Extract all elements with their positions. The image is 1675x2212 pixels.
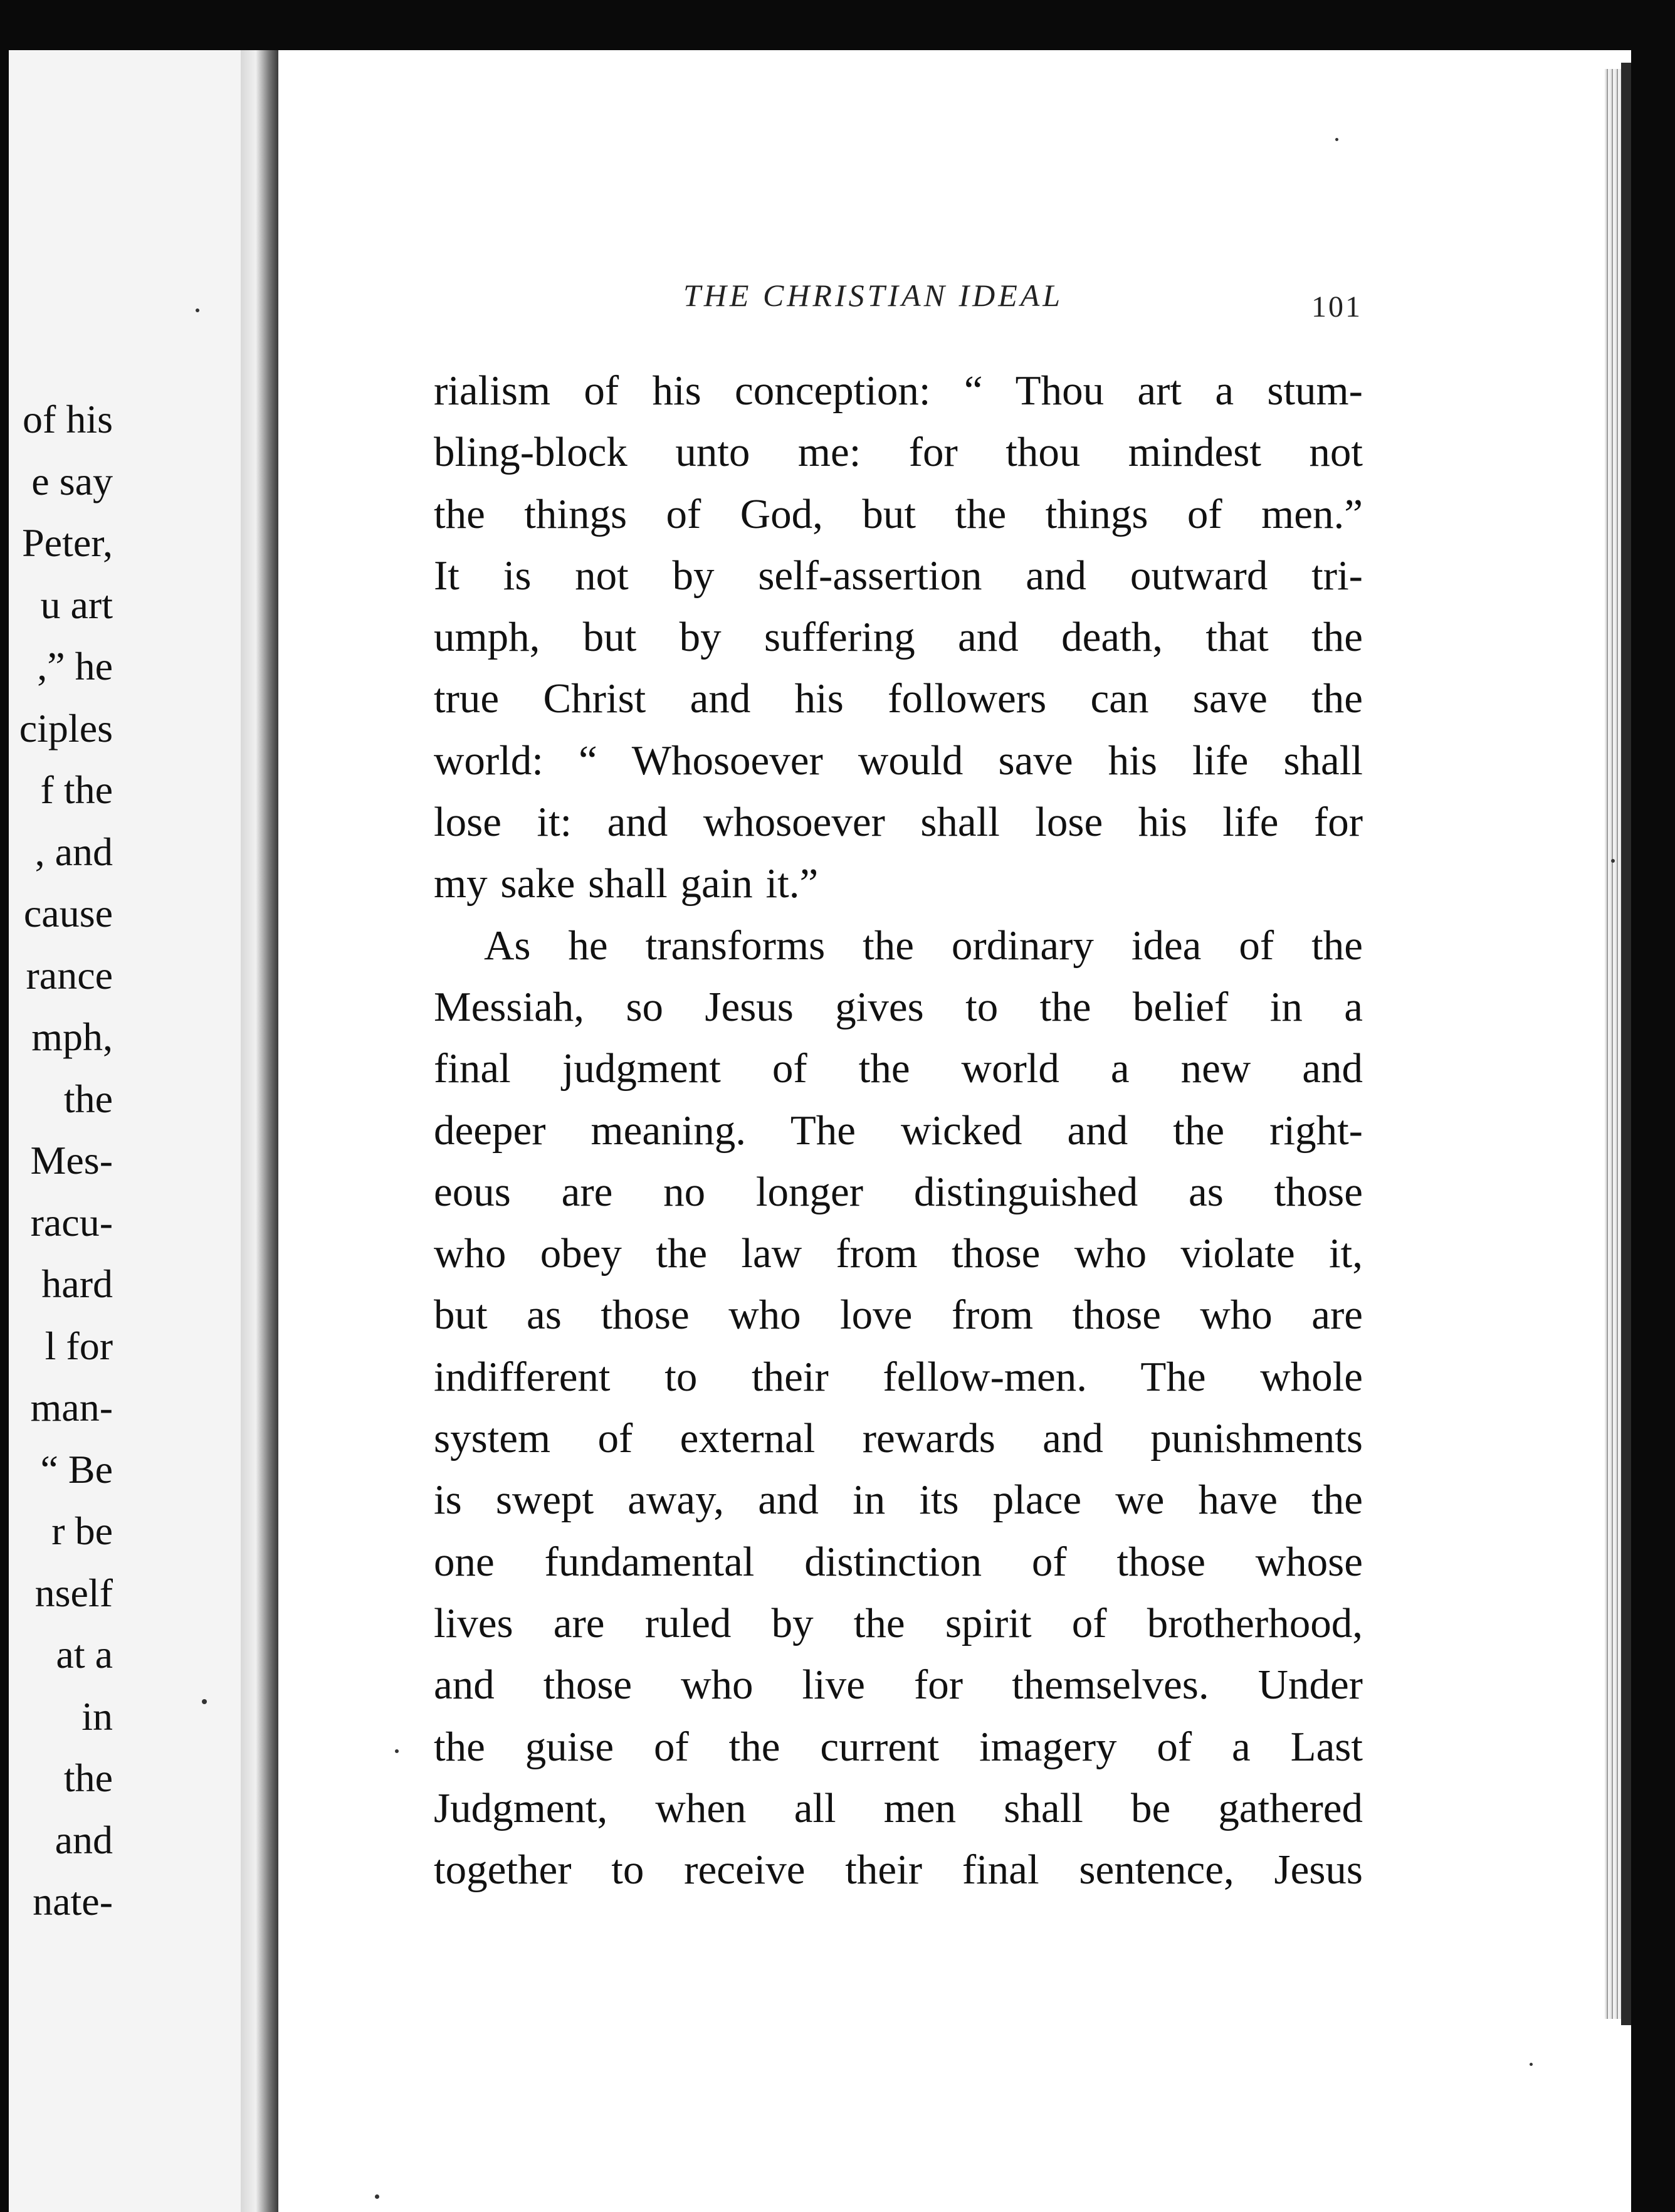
body-line: lives are ruled by the spirit of brotherhood, bbox=[434, 1599, 1363, 1646]
previous-page-line: u art bbox=[40, 582, 113, 627]
previous-page-line: nate- bbox=[33, 1879, 113, 1924]
body-line: world: “ Whosoever would save his life shall bbox=[434, 737, 1363, 784]
previous-page-line: and bbox=[55, 1817, 113, 1862]
body-line: who obey the law from those who violate it, bbox=[434, 1230, 1363, 1277]
previous-page-line: nself bbox=[34, 1570, 113, 1615]
scan-speck bbox=[395, 1749, 399, 1753]
scan-speck bbox=[1335, 138, 1338, 141]
body-line: the guise of the current imagery of a Last bbox=[434, 1723, 1363, 1770]
previous-page-line: man- bbox=[30, 1385, 113, 1430]
body-line: rialism of his conception: “ Thou art a stum- bbox=[434, 367, 1363, 414]
scan-speck bbox=[375, 2194, 379, 2199]
scan-speck bbox=[196, 308, 199, 312]
body-line: one fundamental distinction of those whose bbox=[434, 1538, 1363, 1585]
page-number: 101 bbox=[1311, 290, 1362, 324]
previous-page-line: of his bbox=[23, 397, 113, 441]
previous-page-line: rance bbox=[26, 952, 113, 998]
body-line: eous are no longer distinguished as those bbox=[434, 1168, 1363, 1215]
scan-speck bbox=[202, 1699, 207, 1704]
previous-page-line: racu- bbox=[30, 1199, 113, 1245]
scan-border-top bbox=[0, 0, 1675, 50]
body-line: bling-block unto me: for thou mindest not bbox=[434, 429, 1363, 476]
body-line: Messiah, so Jesus gives to the belief in a bbox=[434, 983, 1363, 1030]
body-line: umph, but by suffering and death, that the bbox=[434, 614, 1363, 661]
previous-page-line: the bbox=[63, 1076, 113, 1121]
body-line: is swept away, and in its place we have the bbox=[434, 1477, 1363, 1524]
page-body-text bbox=[434, 360, 1363, 1900]
previous-page-line: Mes- bbox=[30, 1138, 113, 1182]
previous-page-line: hard bbox=[41, 1261, 113, 1306]
body-line: As he transforms the ordinary idea of the bbox=[484, 922, 1363, 969]
body-line: true Christ and his followers can save the bbox=[434, 675, 1363, 722]
scan-border-right bbox=[1631, 0, 1675, 2212]
previous-page-line: in bbox=[81, 1693, 113, 1739]
previous-page-line: Peter, bbox=[22, 520, 113, 565]
scan-border-left bbox=[0, 0, 9, 2212]
body-line: It is not by self-assertion and outward tri- bbox=[434, 552, 1363, 599]
previous-page-line: , and bbox=[34, 829, 113, 874]
body-line: and those who live for themselves. Under bbox=[434, 1662, 1363, 1709]
book-gutter bbox=[241, 50, 278, 2212]
scan-speck bbox=[1530, 2063, 1533, 2066]
previous-page-line: at a bbox=[56, 1632, 113, 1677]
running-head: THE CHRISTIAN IDEAL bbox=[683, 278, 1064, 313]
previous-page-line: l for bbox=[45, 1323, 113, 1368]
previous-page-text bbox=[9, 389, 113, 1956]
previous-page-line: mph, bbox=[31, 1014, 113, 1059]
previous-page-line: ,” he bbox=[37, 644, 113, 688]
body-line: lose it: and whosoever shall lose his life for bbox=[434, 799, 1363, 846]
scan-speck bbox=[1611, 859, 1615, 863]
previous-page-line: e say bbox=[31, 458, 113, 503]
previous-page-line: r be bbox=[51, 1509, 113, 1553]
previous-page-line: ciples bbox=[19, 705, 113, 750]
body-line: final judgment of the world a new and bbox=[434, 1045, 1363, 1092]
body-line: together to receive their final sentence, Jesus bbox=[434, 1846, 1363, 1893]
previous-page-line: the bbox=[63, 1756, 113, 1800]
previous-page-line: “ Be bbox=[40, 1446, 113, 1492]
body-line: system of external rewards and punishments bbox=[434, 1415, 1363, 1462]
previous-page-line: f the bbox=[40, 767, 113, 812]
body-line: my sake shall gain it.” bbox=[434, 860, 819, 907]
previous-page-line: cause bbox=[23, 891, 113, 935]
body-line: indifferent to their fellow-men. The whole bbox=[434, 1353, 1363, 1400]
previous-page bbox=[9, 50, 268, 2212]
body-line: Judgment, when all men shall be gathered bbox=[434, 1784, 1363, 1831]
body-line: deeper meaning. The wicked and the right- bbox=[434, 1107, 1363, 1154]
body-line: the things of God, but the things of men.” bbox=[434, 490, 1363, 537]
body-line: but as those who love from those who are bbox=[434, 1292, 1363, 1339]
